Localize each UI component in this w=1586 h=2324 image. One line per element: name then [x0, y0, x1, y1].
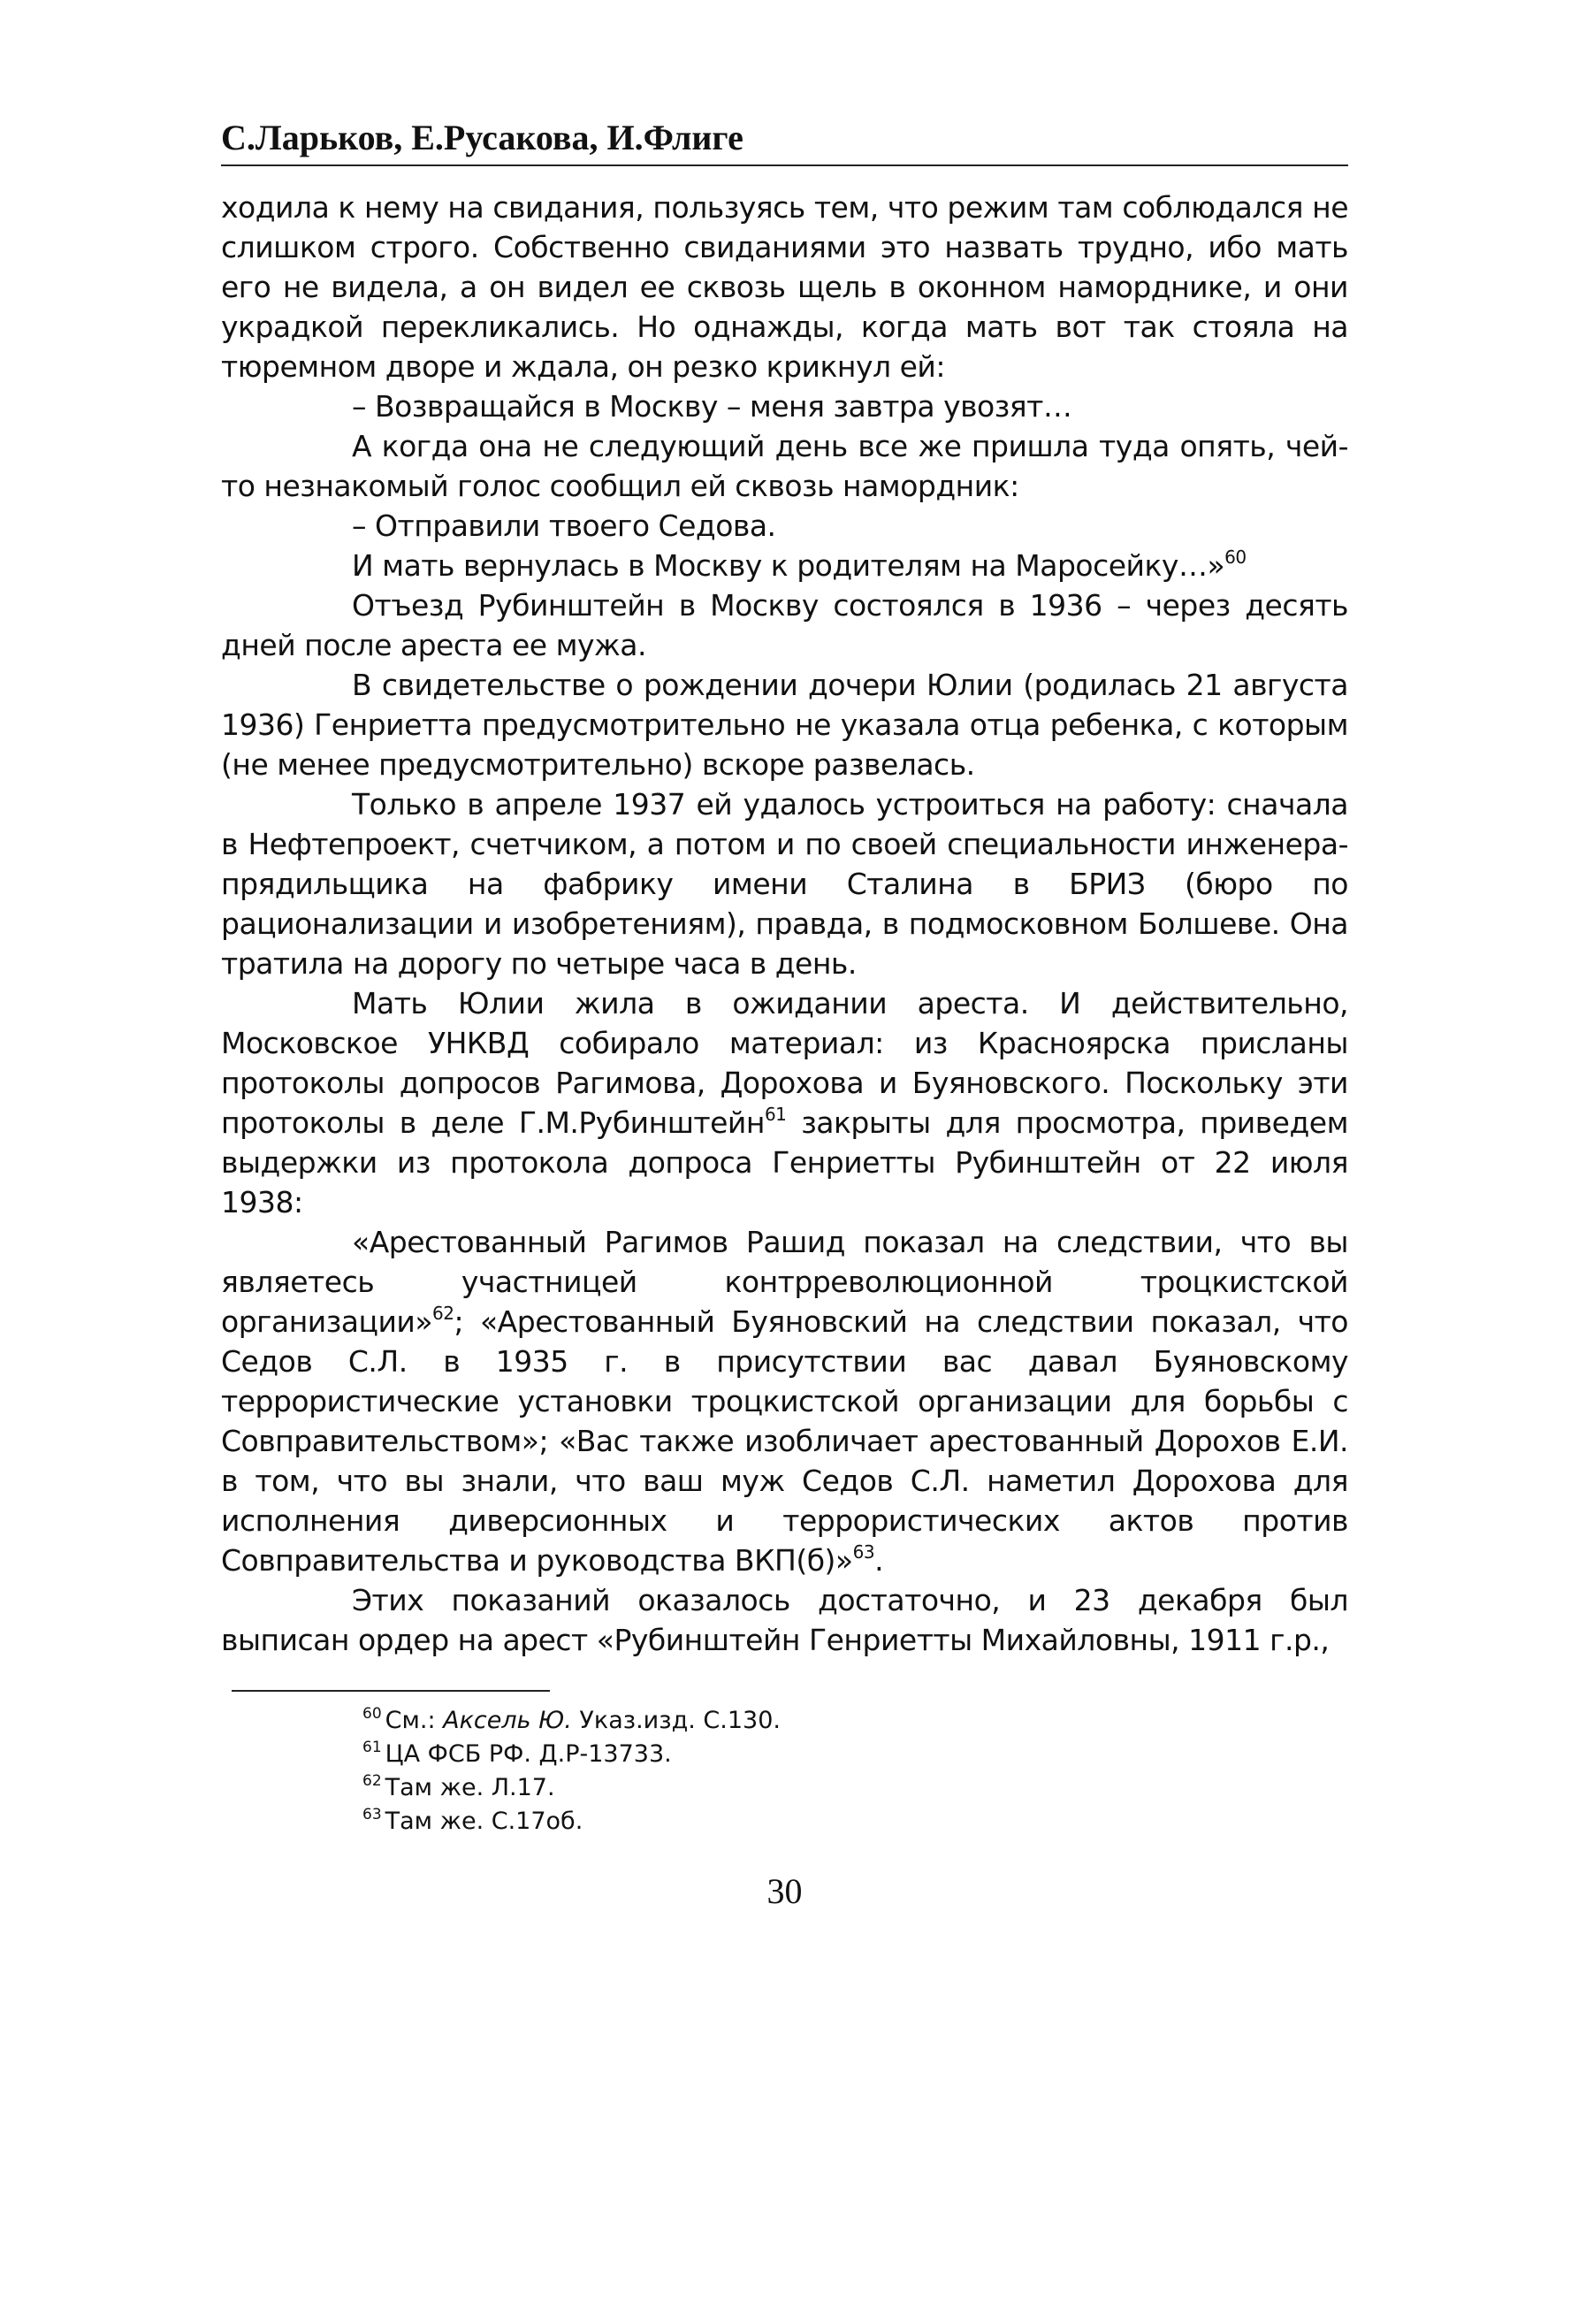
- footnote: [362, 1805, 1348, 1839]
- footnotes: [221, 1704, 1348, 1839]
- footnote: [362, 1771, 1348, 1805]
- running-header: С.Ларьков, Е.Русакова, И.Флиге: [221, 117, 1348, 166]
- paragraph: Только в апреле 1937 ей удалось устроиться на работу: сначала в Нефтепроект, счетчиком, а потом и по своей специальности инженера-прядильщика на фабрику имени Сталина в БРИЗ (бюро по рационализации и изобретениям), правда, в подмосковном Болшеве. Она тратила на дорогу по четыре часа в день.: [221, 787, 1348, 981]
- paragraph: [221, 983, 1348, 1222]
- page: [221, 117, 1348, 1913]
- footnote-number: 63: [362, 1806, 382, 1823]
- paragraph-text: закрыты для просмотра, приведем выдержки из протокола допроса Генриетты Рубинштейн от 22 июля 1938:: [221, 1105, 1348, 1219]
- footnote-ref: 63: [852, 1541, 875, 1563]
- paragraph-text: .: [874, 1543, 884, 1578]
- footnote-separator: [232, 1690, 550, 1692]
- footnote-ref: 62: [432, 1303, 454, 1324]
- paragraph-text: Мать Юлии жила в ожидании ареста. И действительно, Московское УНКВД собирало материал: из Красноярска присланы протоколы допросов Рагимова, Дорохова и Буяновского. Поскольку эти протоколы в деле Г.М.Рубинштейн: [221, 986, 1348, 1140]
- footnote-text: Там же. Л.17.: [385, 1774, 555, 1801]
- dialog-line: – Возвращайся в Москву – меня завтра увозят…: [352, 389, 1072, 424]
- footnote-ref: 61: [764, 1104, 787, 1125]
- dialog-line: – Отправили твоего Седова.: [352, 508, 776, 543]
- footnote-text: ЦА ФСБ РФ. Д.Р-13733.: [385, 1740, 672, 1768]
- footnote-ref: 60: [1224, 547, 1247, 568]
- footnote-number: 61: [362, 1739, 382, 1756]
- body-text: [221, 187, 1348, 1660]
- paragraph: Отъезд Рубинштейн в Москву состоялся в 1936 – через десять дней после ареста ее мужа.: [221, 588, 1348, 662]
- footnote-author: Аксель Ю.: [443, 1707, 572, 1734]
- paragraph: Этих показаний оказалось достаточно, и 23 декабря был выписан ордер на арест «Рубинштейн Генриетты Михайловны, 1911 г.р.,: [221, 1583, 1348, 1657]
- paragraph: [221, 546, 1348, 585]
- footnote-number: 60: [362, 1705, 382, 1723]
- footnote-number: 62: [362, 1772, 382, 1790]
- paragraph-text: ; «Арестованный Буяновский на следствии показал, что Седов С.Л. в 1935 г. в присутствии вас давал Буяновскому террористические установки троцкистской организации для борьбы с Совправительством»; «Вас также изобличает арестованный Дорохов Е.И. в том, что вы знали, что ваш муж Седов С.Л. наметил Дорохова для исполнения диверсионных и террористических актов против Совправительства и руководства ВКП(б)»: [221, 1304, 1348, 1578]
- paragraph: А когда она не следующий день все же пришла туда опять, чей-то незнакомый голос сообщил ей сквозь намордник:: [221, 429, 1348, 503]
- footnote-prefix: См.:: [385, 1707, 444, 1734]
- footnote-text: Указ.изд. С.130.: [571, 1707, 781, 1734]
- footnote-text: Там же. С.17об.: [385, 1808, 583, 1835]
- footnote: [362, 1738, 1348, 1771]
- paragraph: В свидетельстве о рождении дочери Юлии (родилась 21 августа 1936) Генриетта предусмотрительно не указала отца ребенка, с которым (не менее предусмотрительно) вскоре развелась.: [221, 668, 1348, 782]
- page-number: 30: [766, 1871, 803, 1911]
- paragraph-text: «Арестованный Рагимов Рашид показал на следствии, что вы являетесь участницей контрреволюционной троцкистской организации»: [221, 1225, 1348, 1339]
- quotation-paragraph: [221, 1222, 1348, 1580]
- paragraph-text: И мать вернулась в Москву к родителям на Маросейку…»: [352, 548, 1225, 583]
- paragraph: ходила к нему на свидания, пользуясь тем, что режим там соблюдался не слишком строго. Собственно свиданиями это назвать трудно, ибо мать его не видела, а он видел ее сквозь щель в оконном наморднике, и они украдкой перекликались. Но однажды, когда мать вот так стояла на тюремном дворе и ждала, он резко крикнул ей:: [221, 190, 1348, 384]
- footnote: [362, 1704, 1348, 1738]
